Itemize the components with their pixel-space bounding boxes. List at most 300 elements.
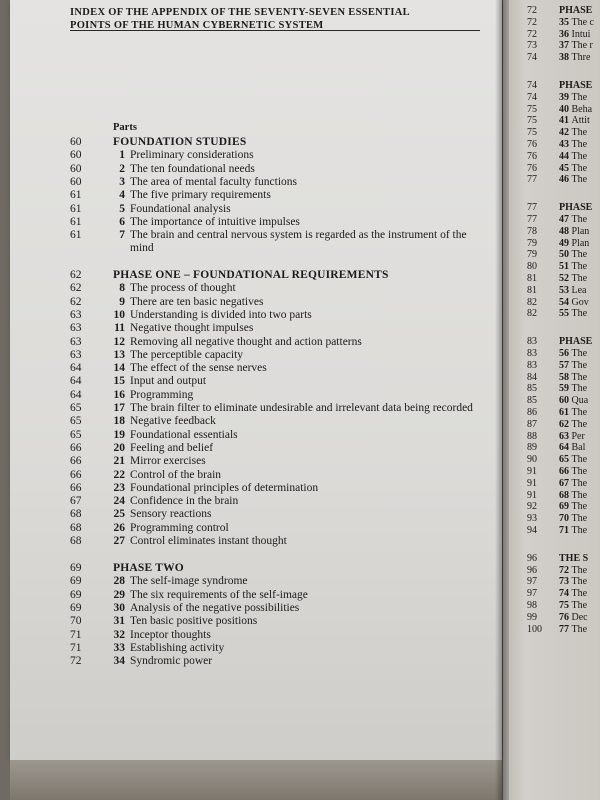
entry-page-number: 64 [70,375,82,388]
right-entry-title: The [571,513,588,525]
right-page-number: 72 [527,28,537,40]
right-entry-title: The [571,127,588,139]
right-entry-title: Per [571,430,585,442]
right-entry-number: 75 [559,600,572,611]
list-item [109,455,206,468]
entry-title: The self-image syndrome [130,575,248,588]
right-entry-number: 71 [559,525,572,536]
right-page-number: 74 [527,91,537,103]
entry-title: Confidence in the brain [130,495,239,508]
entry-number: 19 [113,428,125,441]
right-page-number: 74 [527,52,537,64]
entry-page-number: 68 [70,535,82,547]
right-entry-title: The [571,139,588,150]
entry-title: Foundational principles of determination [130,481,319,494]
entry-number: 10 [113,308,125,321]
entry-title: Establishing activity [130,641,225,654]
right-entry-number: 45 [559,162,572,174]
section-page-number: 60 [70,136,82,148]
right-list-item [559,261,587,273]
list-item [109,522,229,535]
entry-page-number: 64 [70,388,82,401]
right-list-item [559,297,589,309]
entry-title: The ten foundational needs [130,162,255,175]
right-list-item [559,115,590,127]
right-entry-title: Qua [571,395,589,407]
right-entry-number: 44 [559,150,572,162]
right-page-number: 80 [527,261,537,273]
entry-number: 20 [113,441,125,454]
list-item [109,216,300,229]
entry-number: 34 [113,655,125,668]
right-entry-number: 35 [559,16,572,28]
right-list-item [559,104,592,116]
right-page-number: 85 [527,395,537,407]
right-entry-number: 46 [559,174,572,186]
entry-title: Control eliminates instant thought [130,535,287,547]
entry-number: 29 [113,588,125,601]
right-list-item [559,565,587,577]
list-item [109,176,297,189]
right-page-number: 77 [527,214,537,225]
entry-number: 6 [119,215,125,228]
index-title [70,6,480,32]
entry-number: 9 [119,295,125,308]
entry-number: 26 [113,521,125,534]
right-list-item [559,454,587,466]
right-page-number: 89 [527,442,537,454]
entry-page-number: 66 [70,441,82,454]
right-list-item [559,139,587,151]
right-list-item [559,17,594,29]
list-item [109,362,267,375]
right-page-number: 91 [527,477,537,489]
right-entry-title: Plan [571,237,590,249]
right-entry-number: 62 [559,418,572,430]
right-entry-title: The [571,564,588,576]
entry-number: 22 [113,468,125,481]
right-entry-number: 47 [559,214,572,225]
list-item [109,429,238,442]
entry-number: 11 [114,322,125,335]
right-list-item [559,226,589,238]
entry-title: Foundational essentials [130,428,238,441]
right-entry-number: 77 [559,623,572,635]
section-heading: PHASE TWO [113,562,184,574]
right-entry-number: 53 [559,284,572,296]
entry-title: Feeling and belief [130,441,214,454]
entry-page-number: 62 [70,295,82,308]
right-entry-title: The [571,489,588,501]
entry-page-number: 60 [70,162,82,175]
right-list-item [559,576,587,588]
title-line-2: POINTS OF THE HUMAN CYBERNETIC SYSTEM [70,20,324,31]
entry-title: Programming control [130,521,229,534]
list-item [109,203,231,216]
list-item [109,229,467,242]
list-item [109,642,224,655]
right-entry-title: The [571,600,588,611]
entry-page-number: 65 [70,428,82,441]
entry-title: Analysis of the negative possibilities [130,601,300,614]
entry-number: 23 [113,481,125,494]
right-page-number: 96 [527,552,537,564]
right-list-item [559,127,587,139]
right-entry-number: 69 [559,501,572,513]
entry-number: 16 [113,388,125,401]
entry-page-number: 62 [70,282,82,295]
right-entry-title: Bal [571,442,586,454]
right-list-item [559,624,587,636]
right-page [503,0,600,800]
right-page-number: 76 [527,162,537,174]
entry-page-number: 69 [70,601,82,614]
right-list-item [559,407,587,419]
entry-number: 5 [119,202,125,215]
entry-page-number: 66 [70,455,82,468]
right-page-number: 79 [527,249,537,261]
right-section-heading: THE S [559,552,589,564]
entry-page-number: 66 [70,481,82,494]
list-item [109,482,318,495]
right-page-number: 83 [527,348,537,359]
entry-title: Syndromic power [130,655,213,668]
entry-title: The process of thought [130,282,236,295]
list-item [109,589,308,602]
right-entry-number: 52 [559,273,572,284]
list-item [109,322,253,335]
right-list-item [559,513,587,525]
right-entry-title: The [571,576,588,588]
right-list-item [559,600,587,612]
entry-title: The five primary requirements [130,189,271,202]
entry-page-number: 66 [70,468,82,481]
right-page-number: 78 [527,225,537,237]
entry-page-number: 70 [70,615,82,628]
list-item [109,349,243,362]
right-page-number: 81 [527,284,537,296]
right-page-number: 79 [527,237,537,249]
entry-title: Understanding is divided into two parts [130,308,312,321]
entry-page-number: 71 [70,628,82,641]
entry-number: 7 [119,229,125,242]
entry-title: Mirror exercises [130,455,206,468]
right-entry-title: The [571,214,588,225]
right-page-number: 86 [527,407,537,418]
right-entry-number: 39 [559,91,572,103]
list-item [109,282,236,295]
list-item [109,469,221,482]
right-entry-number: 67 [559,477,572,489]
right-page-number: 91 [527,466,537,477]
right-entry-title: The [571,466,588,477]
right-page-number: 88 [527,430,537,442]
right-page-number: 87 [527,418,537,430]
right-entry-number: 41 [559,115,572,127]
entry-page-number: 65 [70,415,82,428]
right-list-item [559,431,585,443]
right-entry-number: 73 [559,576,572,588]
right-page-number: 96 [527,564,537,576]
right-list-item [559,490,587,502]
entry-page-number: 65 [70,402,82,414]
right-entry-title: Attit [571,115,590,127]
list-item [109,402,473,415]
right-page-number: 82 [527,296,537,308]
right-list-item [559,52,590,64]
right-list-item [559,383,587,395]
right-page-number: 75 [527,103,537,115]
book-gutter [495,0,509,800]
entry-page-number: 68 [70,508,82,521]
entry-number: 33 [113,641,125,654]
right-entry-number: 66 [559,466,572,477]
entry-page-number: 60 [70,175,82,188]
right-page-number: 81 [527,273,537,284]
entry-number: 18 [113,415,125,428]
right-entry-title: Dec [571,611,588,623]
right-entry-title: The [571,348,588,359]
right-page-number: 77 [527,174,537,186]
right-entry-title: The [571,407,588,418]
right-list-item [559,501,587,513]
entry-title: The importance of intuitive impulses [130,215,300,228]
list-item [109,375,206,388]
right-section-heading: PHASE [559,336,593,348]
right-page-number: 83 [527,336,537,348]
entry-number: 25 [113,508,125,521]
right-entry-title: The [571,359,588,371]
right-page-number: 75 [527,115,537,127]
parts-label: Parts [113,122,137,133]
right-entry-title: The [571,383,588,395]
entry-page-number: 61 [70,229,82,242]
right-entry-title: Plan [571,225,590,237]
right-entry-title: The [571,249,588,261]
right-entry-title: The [571,418,588,430]
right-entry-number: 37 [559,40,572,52]
entry-title: Ten basic positive positions [130,615,258,628]
list-item [109,336,362,349]
entry-page-number: 61 [70,202,82,215]
right-list-item [559,163,587,175]
right-list-item [559,29,590,41]
right-entry-title: The [571,371,588,383]
right-list-item [559,308,587,320]
right-list-item [559,238,589,250]
right-entry-number: 72 [559,564,572,576]
entry-number: 32 [113,628,125,641]
right-entry-title: The [571,261,588,273]
list-item [109,415,216,428]
entry-number: 24 [113,495,125,508]
entry-number: 31 [113,615,125,628]
entry-title: Foundational analysis [130,202,231,215]
entry-number: 27 [113,535,125,547]
entry-page-number: 69 [70,575,82,588]
right-entry-title: The c [571,16,594,28]
right-page-number: 76 [527,139,537,150]
list-item [109,296,263,309]
entry-number: 8 [119,282,125,295]
list-item [109,655,212,668]
entry-page-number: 61 [70,189,82,202]
list-item [109,149,254,162]
right-page-number: 91 [527,489,537,501]
right-entry-number: 65 [559,454,572,466]
entry-title: Control of the brain [130,468,222,481]
right-list-item [559,466,587,478]
right-page-number: 94 [527,525,537,536]
list-item [109,163,255,176]
list-item [109,535,287,548]
entry-title: Negative feedback [130,415,216,428]
entry-title: The area of mental faculty functions [130,175,297,188]
right-entry-number: 68 [559,489,572,501]
right-entry-title: Intui [571,28,591,40]
entry-page-number: 72 [70,655,82,668]
entry-title: Programming [130,388,194,401]
right-page-number: 75 [527,127,537,139]
right-section-heading: PHASE [559,80,593,91]
right-page-number: 100 [527,623,542,635]
right-entry-number: 49 [559,237,572,249]
right-entry-title: Beha [571,103,593,115]
list-item [109,495,238,508]
right-entry-title: The [571,454,588,466]
right-entry-number: 55 [559,308,572,320]
right-entry-title: The [571,477,588,489]
entry-number: 13 [113,348,125,361]
entry-number: 4 [119,189,125,202]
page-edge [10,760,502,800]
right-entry-title: The r [571,40,593,52]
right-entry-title: The [571,174,588,186]
entry-number: 28 [113,575,125,588]
right-list-item [559,525,587,537]
right-entry-number: 36 [559,28,572,40]
right-entry-title: The [571,525,588,536]
right-entry-number: 57 [559,359,572,371]
right-entry-number: 56 [559,348,572,359]
list-item [109,508,211,521]
right-page-number: 74 [527,80,537,91]
right-entry-number: 63 [559,430,572,442]
right-page-number: 97 [527,576,537,588]
right-list-item [559,174,587,186]
right-section-heading: PHASE [559,202,593,214]
entry-title: The brain and central nervous system is regarded as the instrument of the [130,229,467,242]
entry-page-number: 68 [70,521,82,534]
right-entry-title: Thre [571,52,591,64]
right-page-number: 72 [527,5,537,16]
right-list-item [559,40,593,52]
entry-page-number: 60 [70,149,82,162]
right-list-item [559,273,587,285]
entry-number: 14 [113,362,125,375]
right-page-number: 85 [527,383,537,395]
entry-title: The brain filter to eliminate undesirable and irrelevant data being recorded [130,402,473,414]
right-list-item [559,395,588,407]
right-list-item [559,92,587,104]
list-item [109,615,257,628]
entry-page-number: 63 [70,308,82,321]
entry-page-number: 69 [70,588,82,601]
entry-title: There are ten basic negatives [130,295,264,308]
right-entry-number: 59 [559,383,572,395]
entry-title: Preliminary considerations [130,149,254,162]
list-item [109,389,193,402]
right-entry-number: 70 [559,513,572,525]
right-list-item [559,372,587,384]
right-list-item [559,285,587,297]
entry-page-number: 64 [70,362,82,375]
entry-page-number: 67 [70,495,82,508]
right-entry-number: 61 [559,407,572,418]
right-page-number: 84 [527,371,537,383]
right-entry-title: The [571,273,588,284]
right-entry-number: 40 [559,103,572,115]
section-page-number: 69 [70,562,82,574]
section-heading: FOUNDATION STUDIES [113,136,247,148]
right-list-item [559,478,587,490]
right-entry-number: 58 [559,371,572,383]
entry-page-number: 63 [70,348,82,361]
entry-title: Removing all negative thought and action patterns [130,335,362,348]
right-list-item [559,442,585,454]
entry-number: 30 [113,601,125,614]
entry-number: 15 [113,375,125,388]
entry-title: The perceptible capacity [130,348,244,361]
entry-title: Sensory reactions [130,508,212,521]
right-page-number: 77 [527,202,537,214]
entry-page-number: 63 [70,335,82,348]
entry-title: The six requirements of the self-image [130,588,308,601]
entry-continuation: mind [130,242,154,255]
right-page-number: 90 [527,454,537,466]
entry-number: 17 [113,402,125,414]
right-entry-title: The [571,162,588,174]
title-rule [70,30,480,31]
right-list-item [559,612,588,624]
right-page-number: 83 [527,359,537,371]
entry-number: 21 [113,455,125,468]
right-entry-title: The [571,501,588,513]
right-entry-title: The [571,150,588,162]
right-entry-number: 50 [559,249,572,261]
right-entry-number: 76 [559,611,572,623]
right-entry-number: 38 [559,52,572,64]
entry-title: The effect of the sense nerves [130,362,267,375]
right-page-number: 72 [527,16,537,28]
right-entry-number: 51 [559,261,572,273]
right-page-number: 82 [527,308,537,320]
right-entry-number: 60 [559,395,572,407]
entry-number: 1 [119,149,125,162]
left-page [10,0,502,760]
right-page-number: 92 [527,501,537,513]
right-entry-number: 64 [559,442,572,454]
right-page-number: 76 [527,150,537,162]
right-entry-number: 74 [559,588,572,600]
entry-number: 12 [113,335,125,348]
section-page-number: 62 [70,269,82,281]
section-heading: PHASE ONE – FOUNDATIONAL REQUIREMENTS [113,269,389,281]
right-entry-title: Lea [571,284,587,296]
title-line-1: INDEX OF THE APPENDIX OF THE SEVENTY-SEVEN ESSENTIAL [70,7,410,18]
entry-number: 2 [119,162,125,175]
right-list-item [559,360,587,372]
